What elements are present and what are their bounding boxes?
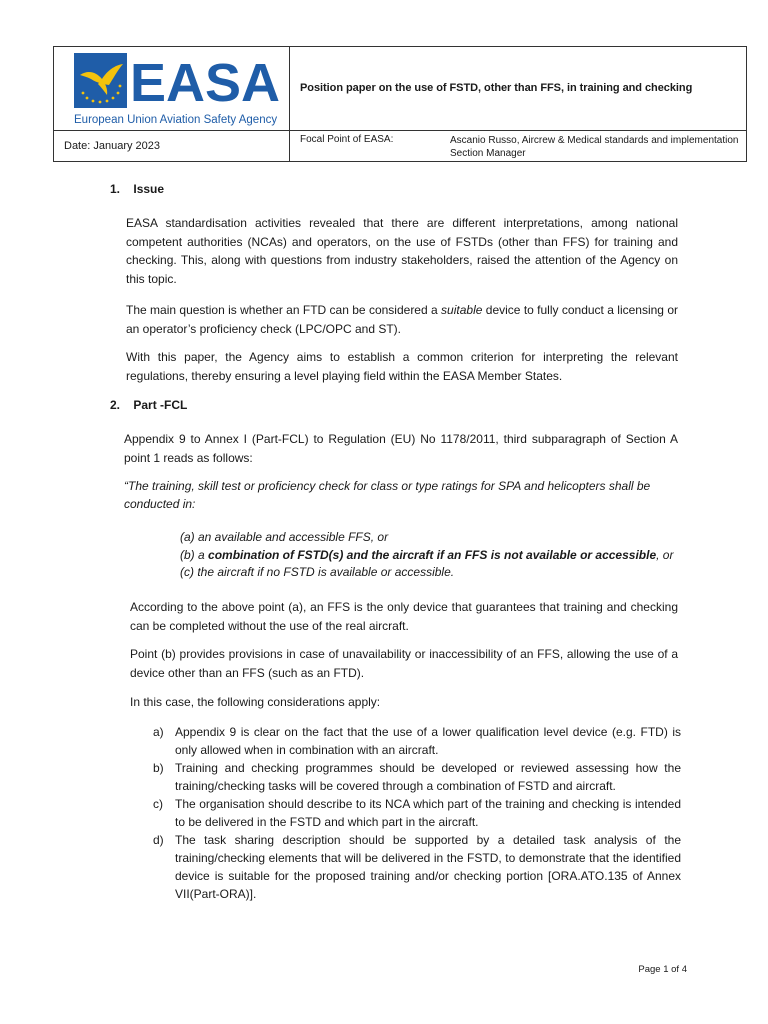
section-title: Issue bbox=[133, 182, 165, 196]
considerations-list bbox=[153, 723, 681, 903]
paragraph-point-a: According to the above point (a), an FFS is the only device that guarantees that training and checking can be completed without the use of the real aircraft. bbox=[130, 600, 678, 633]
page-number: Page 1 of 4 bbox=[638, 964, 687, 975]
focal-point-label: Focal Point of EASA: bbox=[300, 134, 394, 145]
quote-list bbox=[180, 529, 700, 582]
section-title: Part -FCL bbox=[133, 398, 188, 412]
quote-item-a: (a) an available and accessible FFS, or bbox=[180, 530, 389, 544]
paragraph-appendix-9: Appendix 9 to Annex I (Part-FCL) to Regulation (EU) No 1178/2011, third subparagraph of Section A point 1 reads as follows: bbox=[124, 432, 678, 465]
list-item: d) The task sharing description should be supported by a detailed task analysis of the training/checking elements that will be delivered in the FSTD, to demonstrate that the identified device is suitable for the proposed training and/or checking portion [ORA.ATO.135 of Annex VII(Part-ORA)]. bbox=[153, 833, 681, 901]
quote-intro: “The training, skill test or proficiency check for class or type ratings for SPA and helicopters shall be conducted in: bbox=[124, 479, 651, 511]
list-item: b) Training and checking programmes should be developed or reviewed assessing how the training/checking tasks will be covered through a combination of FSTD and aircraft. bbox=[153, 761, 681, 793]
easa-logo-icon bbox=[71, 49, 281, 127]
list-item: a) Appendix 9 is clear on the fact that the use of a lower qualification level device (e.g. FTD) is only allowed when in combination with an aircraft. bbox=[153, 725, 681, 757]
header-divider-horizontal bbox=[54, 130, 746, 131]
quote-item-b: (b) a combination of FSTD(s) and the aircraft if an FFS is not available or accessible, or bbox=[180, 547, 674, 562]
section-1-heading bbox=[110, 182, 164, 196]
list-item: c) The organisation should describe to its NCA which part of the training and checking is intended to be delivered in the FSTD and which part in the aircraft. bbox=[153, 797, 681, 829]
section-number: 1. bbox=[110, 182, 121, 196]
svg-text:EASA: EASA bbox=[130, 53, 281, 113]
header-table bbox=[53, 46, 747, 162]
paragraph-point-b: Point (b) provides provisions in case of unavailability or inaccessibility of an FFS, allowing the use of a device other than an FFS (such as an FTD). bbox=[130, 647, 678, 680]
paragraph-considerations: In this case, the following considerations apply: bbox=[130, 695, 381, 709]
document-title: Position paper on the use of FSTD, other than FFS, in training and checking bbox=[300, 82, 693, 94]
header-divider-vertical bbox=[289, 47, 290, 161]
document-date: Date: January 2023 bbox=[64, 140, 161, 152]
svg-text:European Union Aviation Safety: European Union Aviation Safety Agency bbox=[74, 114, 278, 126]
paragraph-issue-3: With this paper, the Agency aims to establish a common criterion for interpreting the relevant regulations, thereby ensuring a level playing field within the EASA Member States. bbox=[126, 350, 678, 383]
quote-item-c: (c) the aircraft if no FSTD is available or accessible. bbox=[180, 565, 455, 579]
paragraph-issue-2: The main question is whether an FTD can be considered a suitable device to fully conduct a licensing or an operator’s proficiency check (LPC/OPC and ST). bbox=[126, 303, 678, 336]
section-2-heading bbox=[110, 398, 187, 412]
paragraph-issue-1: EASA standardisation activities revealed that there are different interpretations, among national competent authorities (NCAs) and operators, on the use of FSTDs (other than FFS) for training and checking. This, along with questions from industry stakeholders, raised the attention of the Agency on this topic. bbox=[126, 216, 678, 286]
section-number: 2. bbox=[110, 398, 121, 412]
easa-logo bbox=[71, 49, 281, 127]
focal-point-value: Ascanio Russo, Aircrew & Medical standards and implementation Section Manager bbox=[450, 135, 739, 159]
